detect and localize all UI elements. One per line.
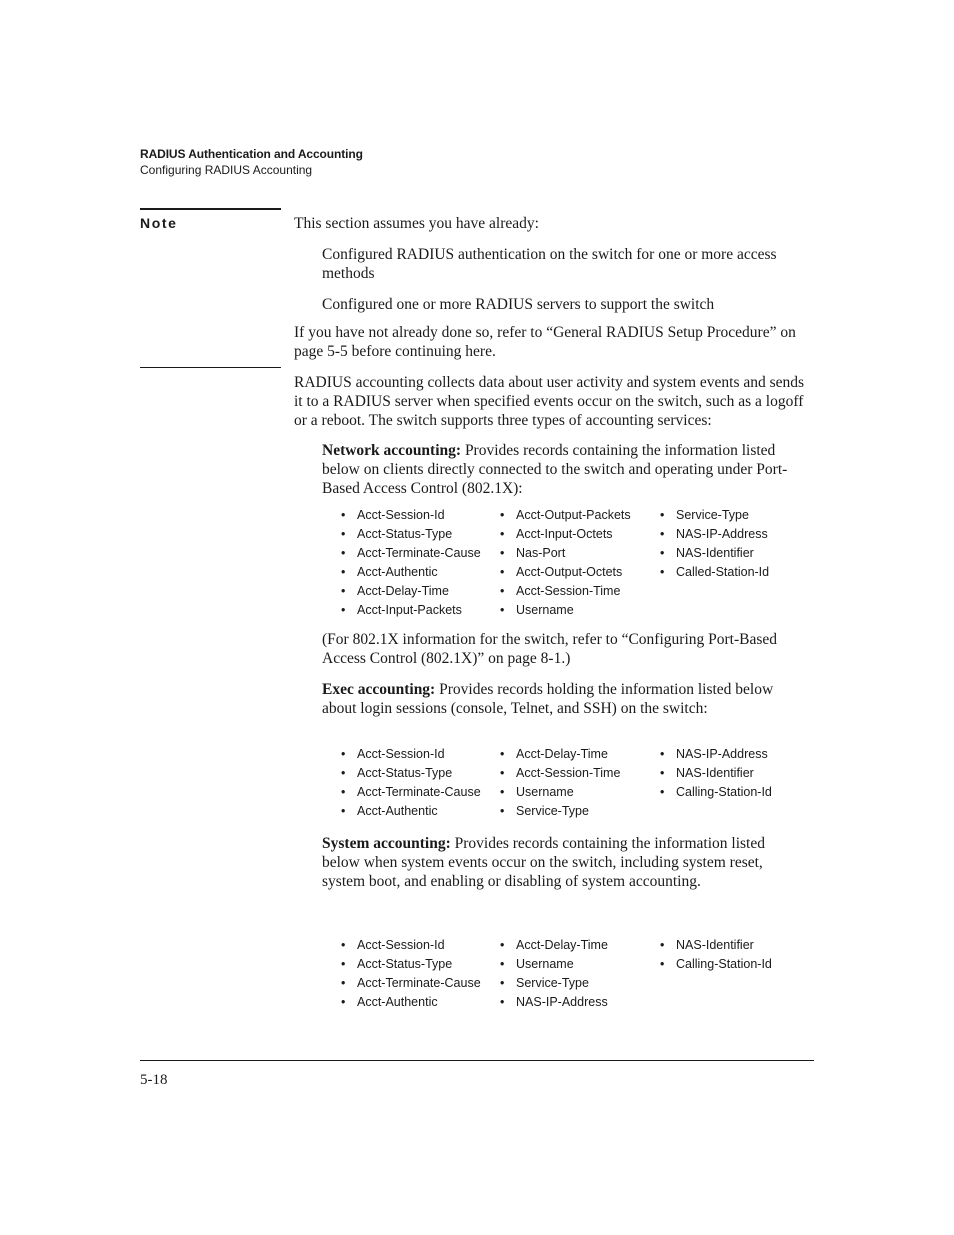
list-item: • NAS-IP-Address [660, 745, 772, 764]
system-accounting-heading: System accounting: [322, 835, 451, 852]
list-item: • Acct-Status-Type [341, 764, 481, 783]
network-list-col-1 [341, 506, 481, 619]
list-item: • Calling-Station-Id [660, 783, 772, 802]
note-item: Configured RADIUS authentication on the switch for one or more access methods [322, 246, 777, 282]
network-list-col-2 [500, 506, 631, 619]
running-header-subtitle: Configuring RADIUS Accounting [140, 163, 313, 177]
list-item: • NAS-IP-Address [660, 525, 769, 544]
list-item: • Acct-Delay-Time [341, 582, 481, 601]
exec-accounting-text: Provides records holding the information listed below about login sessions (console, Telnet, and SSH) on the switch: [322, 681, 774, 717]
network-footnote: (For 802.1X information for the switch, refer to “Configuring Port-Based Access Control (802.1X)” on page 8-1.) [322, 631, 778, 667]
list-item: • Username [500, 783, 620, 802]
list-item: • Service-Type [660, 506, 769, 525]
list-item: • Acct-Authentic [341, 563, 481, 582]
list-item: • Acct-Terminate-Cause [341, 544, 481, 563]
running-header-title: RADIUS Authentication and Accounting [140, 147, 363, 161]
network-accounting-heading: Network accounting: [322, 442, 462, 459]
list-item: • Username [500, 601, 631, 620]
exec-accounting-paragraph [322, 681, 792, 719]
network-accounting-paragraph [322, 442, 788, 498]
list-item: • NAS-Identifier [660, 764, 772, 783]
system-list-col-3 [660, 936, 772, 974]
list-item: • Acct-Authentic [341, 993, 481, 1012]
list-item: • Acct-Status-Type [341, 955, 481, 974]
network-accounting-text: Provides records containing the information listed below on clients directly connected to the switch and operating under Port-Based Access Control (802.1X): [322, 442, 788, 497]
page-number: 5-18 [140, 1072, 168, 1088]
note-top-rule [140, 208, 281, 210]
list-item: • Service-Type [500, 802, 620, 821]
exec-list-col-3 [660, 745, 772, 802]
network-list-col-3 [660, 506, 769, 582]
system-list-col-2 [500, 936, 608, 1012]
list-item: • NAS-Identifier [660, 936, 772, 955]
list-item: • Acct-Terminate-Cause [341, 974, 481, 993]
note-closing: If you have not already done so, refer to “General RADIUS Setup Procedure” on page 5-5 before continuing here. [294, 324, 796, 360]
list-item: • Calling-Station-Id [660, 955, 772, 974]
list-item: • Acct-Input-Packets [341, 601, 481, 620]
note-item: Configured one or more RADIUS servers to support the switch [322, 296, 715, 313]
exec-list-col-2 [500, 745, 620, 821]
list-item: • Called-Station-Id [660, 563, 769, 582]
exec-accounting-heading: Exec accounting: [322, 681, 436, 698]
list-item: • Acct-Output-Packets [500, 506, 631, 525]
system-accounting-text: Provides records containing the information listed below when system events occur on the switch, including system reset, system boot, and enabling or disabling of system accounting. [322, 835, 765, 890]
list-item: • Acct-Input-Octets [500, 525, 631, 544]
note-intro: This section assumes you have already: [294, 215, 539, 232]
list-item: • Acct-Delay-Time [500, 745, 620, 764]
list-item: • Acct-Session-Time [500, 764, 620, 783]
list-item: • Username [500, 955, 608, 974]
list-item: • NAS-Identifier [660, 544, 769, 563]
list-item: • Acct-Session-Id [341, 506, 481, 525]
list-item: • Service-Type [500, 974, 608, 993]
list-item: • Acct-Authentic [341, 802, 481, 821]
list-item: • Acct-Session-Time [500, 582, 631, 601]
note-label: Note [140, 215, 178, 231]
footer-rule [140, 1060, 814, 1061]
list-item: • Acct-Status-Type [341, 525, 481, 544]
list-item: • Acct-Session-Id [341, 936, 481, 955]
list-item: • Acct-Delay-Time [500, 936, 608, 955]
system-accounting-paragraph [322, 835, 784, 891]
exec-list-col-1 [341, 745, 481, 821]
list-item: • Acct-Terminate-Cause [341, 783, 481, 802]
note-bottom-rule [140, 367, 281, 368]
list-item: • Nas-Port [500, 544, 631, 563]
system-list-col-1 [341, 936, 481, 1012]
list-item: • Acct-Output-Octets [500, 563, 631, 582]
intro-paragraph: RADIUS accounting collects data about user activity and system events and sends it to a RADIUS server when specified events occur on the switch, such as a logoff or a reboot. The switch supports three types of accounting services: [294, 374, 805, 429]
list-item: • NAS-IP-Address [500, 993, 608, 1012]
list-item: • Acct-Session-Id [341, 745, 481, 764]
